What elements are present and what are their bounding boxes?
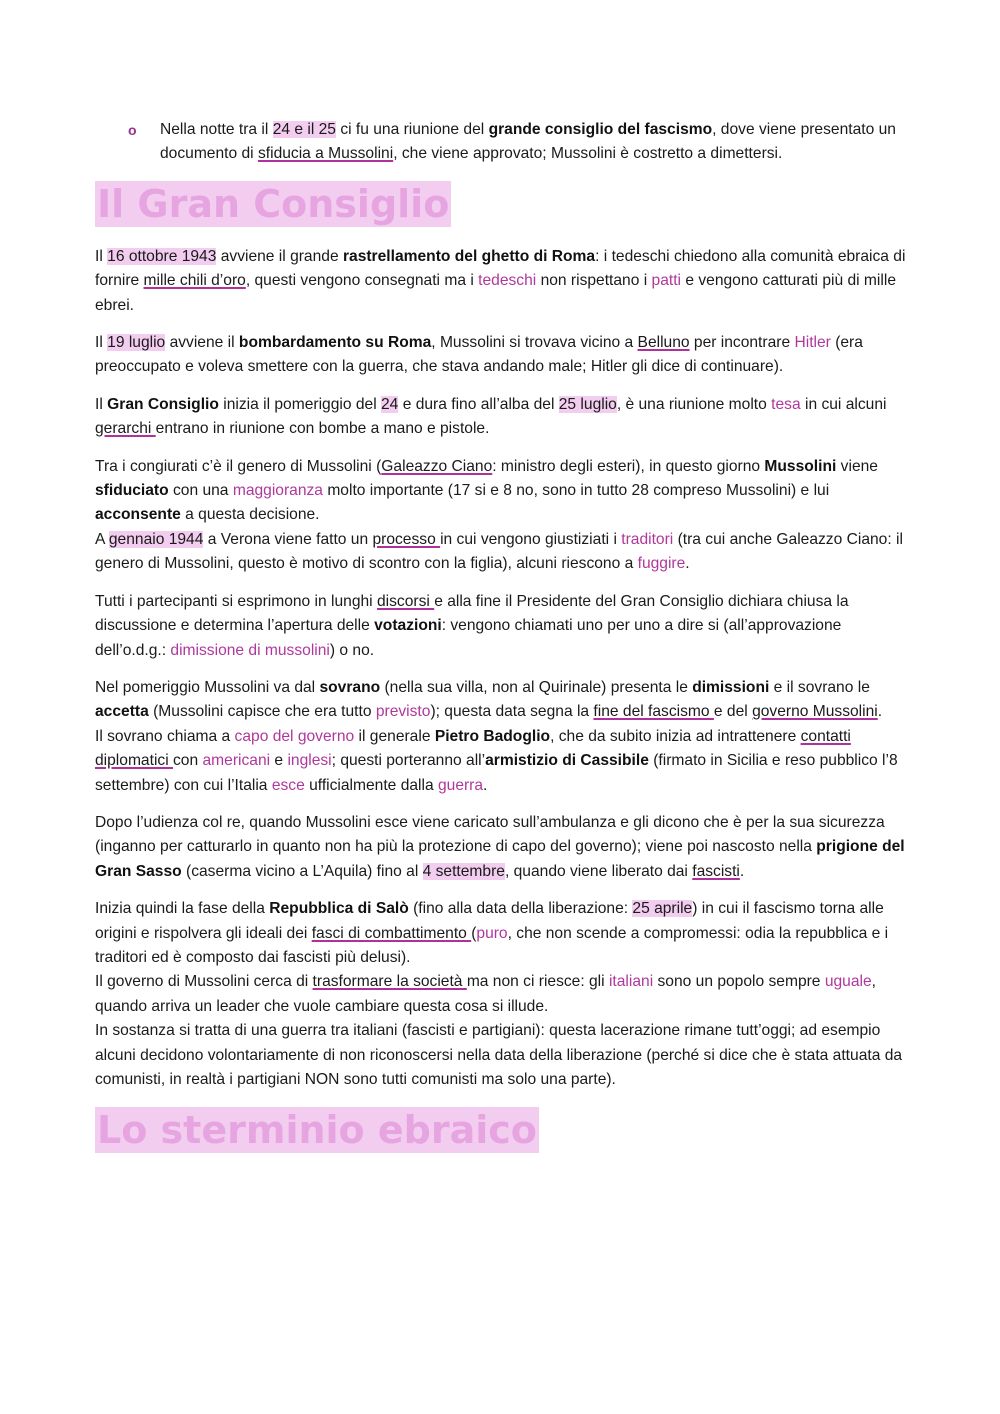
text: , quando arriva un leader che vuole cambiare questa cosa si illude. <box>95 973 876 1015</box>
paragraph-congiurati <box>95 455 907 577</box>
text: viene <box>836 457 878 475</box>
colored-term: tesa <box>771 395 801 413</box>
text: per incontrare <box>689 334 795 352</box>
text: entrano in riunione con bombe a mano e pistole. <box>155 420 490 438</box>
text: ma non ci riesce: gli <box>466 973 609 991</box>
document-body <box>95 118 907 1171</box>
colored-term: traditori <box>621 530 674 548</box>
underlined-term: Belluno <box>637 334 690 352</box>
highlighted-date: 25 luglio <box>558 395 617 413</box>
underlined-term: contatti diplomatici <box>95 727 851 770</box>
text: A <box>95 530 109 548</box>
text: sono un popolo sempre <box>653 973 825 991</box>
colored-term: esce <box>271 776 305 794</box>
colored-term: inglesi <box>287 752 332 770</box>
paragraph-bombardamento <box>95 331 907 380</box>
text: ( <box>471 924 477 942</box>
text: Il governo di Mussolini cerca di <box>95 973 313 991</box>
highlighted-date: 4 settembre <box>422 862 505 880</box>
underlined-term: mille chili d’oro <box>143 272 246 290</box>
text: (nella sua villa, non al Quirinale) presenta le <box>380 678 693 696</box>
section-heading-sterminio-ebraico: Lo sterminio ebraico <box>97 1108 537 1153</box>
text: Dopo l’udienza col re, quando Mussolini esce viene caricato sull’ambulanza e gli dicono che è per la sua sicurezza (inganno per catturarlo in quanto non ha più la protezione di capo del governo); viene poi nascosto nella <box>95 813 885 856</box>
bold-term: sfiduciato <box>95 482 169 500</box>
bold-term: grande consiglio del fascismo <box>488 121 713 138</box>
bold-term: votazioni <box>374 617 442 635</box>
highlighted-date: 25 aprile <box>632 900 693 918</box>
colored-term: tedeschi <box>478 272 537 290</box>
text: con <box>173 752 203 770</box>
text: a Verona viene fatto un <box>203 530 373 548</box>
underlined-term: sfiducia a Mussolini <box>257 145 394 163</box>
text: , che non scende a compromessi: odia la repubblica e i traditori ed è composto dai fascisti più delusi). <box>95 924 889 966</box>
text: (caserma vicino a L’Aquila) fino al <box>181 862 423 880</box>
text: ) o no. <box>329 641 375 659</box>
text: e dura fino all’alba del <box>398 395 559 413</box>
text: ufficialmente dalla <box>304 776 438 794</box>
text: : ministro degli esteri), in questo giorno <box>492 457 765 475</box>
text: : i tedeschi chiedono alla comunità ebraica di fornire <box>95 247 906 290</box>
text: e vengono catturati più di mille ebrei. <box>95 272 896 314</box>
colored-term: uguale <box>824 973 872 991</box>
bold-term: sovrano <box>319 678 381 696</box>
text: : vengono chiamati uno per uno a dire si (all’approvazione dell’o.d.g.: <box>95 617 842 659</box>
text: . <box>685 555 690 573</box>
text: Il <box>95 334 108 352</box>
underlined-term: Galeazzo Ciano <box>381 457 493 475</box>
underlined-term: trasformare la società <box>312 973 467 991</box>
bold-term: dimissioni <box>692 678 770 696</box>
colored-term: capo del governo <box>234 727 355 745</box>
highlighted-date: 24 <box>381 395 399 413</box>
text: (tra cui anche Galeazzo Ciano: il genero di Mussolini, questo è motivo di scontro con la figlia), alcuni riescono a <box>95 530 903 573</box>
text: il generale <box>354 727 435 745</box>
colored-term: dimissione di mussolini <box>170 641 330 659</box>
text: , che da subito inizia ad intrattenere <box>550 727 801 745</box>
bold-term: Repubblica di Salò <box>269 900 409 918</box>
underlined-term: gerarchi <box>95 420 156 438</box>
text: , dove viene presentato un documento di <box>160 121 896 163</box>
text: e <box>270 752 288 770</box>
underlined-term: fine del fascismo <box>593 703 714 721</box>
text: Il <box>95 247 108 265</box>
paragraph-rastrellamento <box>95 245 907 318</box>
paragraph-votazioni <box>95 590 907 663</box>
text: Nella notte tra il <box>160 121 273 138</box>
colored-term: guerra <box>437 776 484 794</box>
text: (fino alla data della liberazione: <box>408 900 633 918</box>
bullet-text <box>160 118 907 167</box>
paragraph-dimissioni <box>95 676 907 798</box>
text: in cui alcuni <box>800 395 887 413</box>
colored-term: Hitler <box>794 334 831 352</box>
text: . <box>877 703 883 721</box>
text: Il sovrano chiama a <box>95 727 235 745</box>
bullet-item <box>95 118 907 167</box>
text: inizia il pomeriggio del <box>218 395 381 413</box>
text: . <box>483 776 488 794</box>
underlined-term: fasci di combattimento <box>311 924 472 942</box>
text: Nel pomeriggio Mussolini va dal <box>95 678 320 696</box>
text: avviene il grande <box>216 247 343 265</box>
text: ); questa data segna la <box>430 703 594 721</box>
text: , è una riunione molto <box>616 395 772 413</box>
text: e il sovrano le <box>769 678 870 696</box>
bullet-marker: o <box>128 122 137 138</box>
text: con una <box>168 482 233 500</box>
bold-term: rastrellamento del ghetto di Roma <box>342 247 596 265</box>
text: ) in cui il fascismo torna alle origini e rispolvera gli ideali dei <box>95 900 884 942</box>
text: , questi vengono consegnati ma i <box>245 272 479 290</box>
text: , Mussolini si trovava vicino a <box>431 334 638 352</box>
paragraph-gran-sasso <box>95 811 907 884</box>
underlined-term: discorsi <box>376 592 435 610</box>
bold-term: accetta <box>95 703 149 721</box>
bold-term: Mussolini <box>764 457 837 475</box>
paragraph-gran-consiglio <box>95 393 907 442</box>
paragraph-salo <box>95 897 907 1092</box>
text: ; questi porteranno all’ <box>331 752 486 770</box>
text: Tutti i partecipanti si esprimono in lunghi <box>95 592 377 610</box>
underlined-term: governo Mussolini <box>752 703 878 721</box>
highlighted-date: 24 e il 25 <box>272 121 336 138</box>
text: ci fu una riunione del <box>335 121 489 138</box>
text: e del <box>713 703 753 721</box>
underlined-term: processo <box>372 530 441 548</box>
colored-term: italiani <box>608 973 654 991</box>
text: a questa decisione. <box>180 506 320 524</box>
colored-term: puro <box>476 924 508 942</box>
text: , che viene approvato; Mussolini è costretto a dimettersi. <box>393 145 783 163</box>
highlighted-date: 16 ottobre 1943 <box>107 247 217 265</box>
bold-term: armistizio di Cassibile <box>485 752 649 770</box>
underlined-term: fascisti <box>692 862 740 880</box>
highlighted-date: 19 luglio <box>107 334 166 352</box>
colored-term: patti <box>651 272 682 290</box>
text: molto importante (17 si e 8 no, sono in tutto 28 compreso Mussolini) e lui <box>322 482 830 500</box>
bold-term: Pietro Badoglio <box>434 727 551 745</box>
text: In sostanza si tratta di una guerra tra italiani (fascisti e partigiani): questa lacerazione rimane tutt’oggi; ad esempio alcuni decidono volontariamente di non riconoscersi nella data della liberazione (perché si dice che è stata attuata da comunisti, in realtà i partigiani NON sono tutti comunisti ma solo una parte). <box>95 1022 903 1088</box>
text: , quando viene liberato dai <box>504 862 693 880</box>
bold-term: bombardamento su Roma <box>238 334 432 352</box>
bold-term: prigione del Gran Sasso <box>95 838 905 880</box>
text: avviene il <box>165 334 239 352</box>
text: non rispettano i <box>536 272 652 290</box>
text: in cui vengono giustiziati i <box>440 530 622 548</box>
colored-term: fuggire <box>637 555 686 573</box>
text: Inizia quindi la fase della <box>95 900 270 918</box>
text: (firmato in Sicilia e reso pubblico l’8 settembre) con cui l’Italia <box>95 752 898 794</box>
text: Il <box>95 395 108 413</box>
text: (era preoccupato e voleva smettere con la guerra, che stava andando male; Hitler gli dice di continuare). <box>95 334 863 376</box>
bold-term: acconsente <box>95 506 181 524</box>
text: . <box>739 862 745 880</box>
bold-term: Gran Consiglio <box>107 395 219 413</box>
colored-term: maggioranza <box>232 482 323 500</box>
highlighted-date: gennaio 1944 <box>108 530 204 548</box>
text: Tra i congiurati c’è il genero di Mussolini ( <box>95 457 382 475</box>
colored-term: americani <box>202 752 271 770</box>
section-heading-gran-consiglio: Il Gran Consiglio <box>97 181 450 226</box>
text: e alla fine il Presidente del Gran Consiglio dichiara chiusa la discussione e determina l’apertura delle <box>95 592 849 635</box>
colored-term: previsto <box>375 703 431 721</box>
text: (Mussolini capisce che era tutto <box>148 703 376 721</box>
